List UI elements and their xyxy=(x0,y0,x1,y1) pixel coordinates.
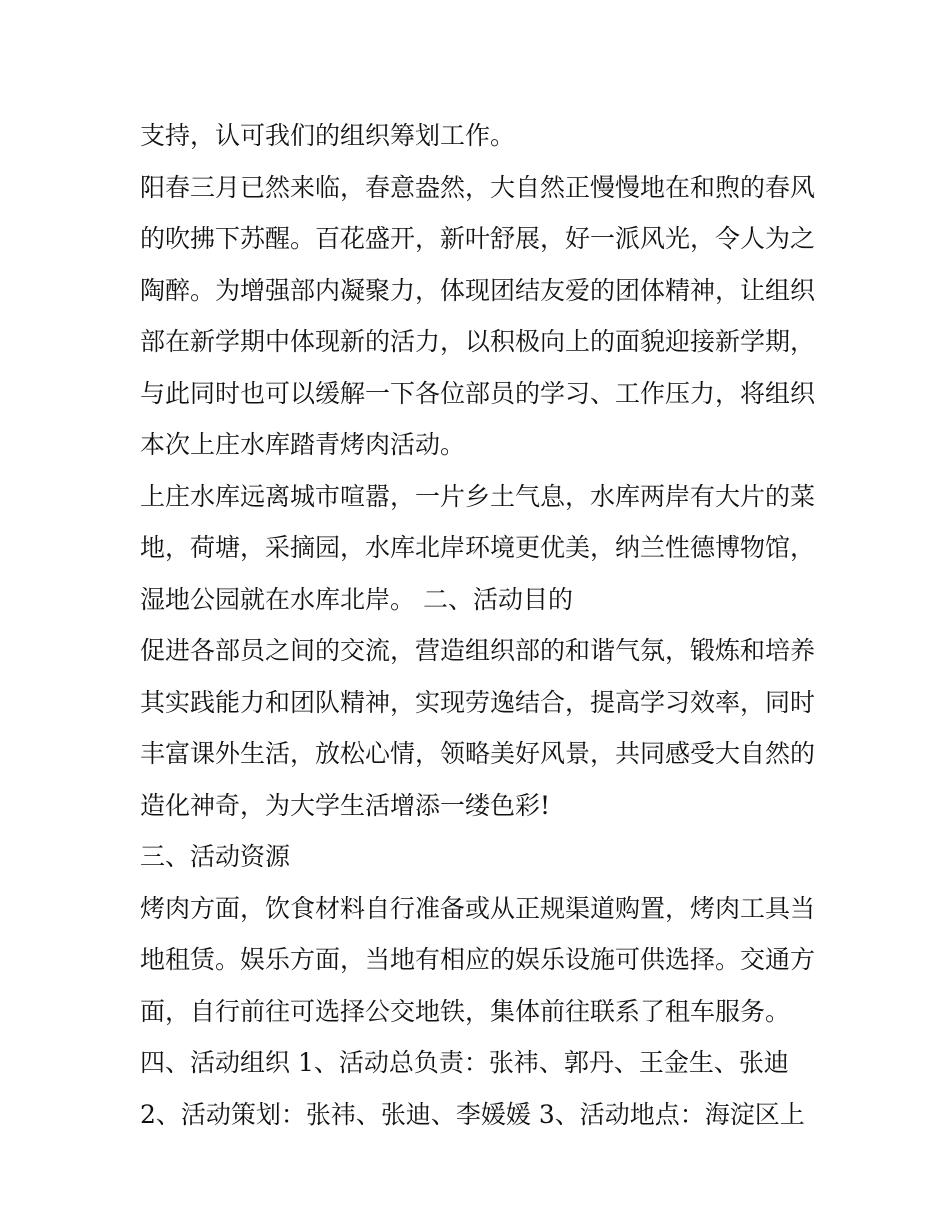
text-line: 阳春三月已然来临，春意盎然，大自然正慢慢地在和煦的春风 xyxy=(140,172,816,202)
text-line: 丰富课外生活，放松心情，领略美好风景，共同感受大自然的 xyxy=(140,739,816,768)
text-line: 本次上庄水库踏青烤肉活动。 xyxy=(140,430,466,459)
text-line: 促进各部员之间的交流，营造组织部的和谐气氛，锻炼和培养 xyxy=(140,636,816,665)
text-line: 地租赁。娱乐方面，当地有相应的娱乐设施可供选择。交通方 xyxy=(140,945,816,974)
text-line: 的吹拂下苏醒。百花盛开，新叶舒展，好一派风光，令人为之 xyxy=(140,224,816,253)
text-line: 其实践能力和团队精神，实现劳逸结合，提高学习效率，同时 xyxy=(140,687,816,717)
text-line: 地，荷塘，采摘园，水库北岸环境更优美，纳兰性德博物馆， xyxy=(140,533,816,562)
text-line: 面，自行前往可选择公交地铁，集体前往联系了租车服务。 xyxy=(140,996,791,1026)
section-heading: 三、活动资源 xyxy=(140,842,291,871)
text-line: 与此同时也可以缓解一下各位部员的学习、工作压力，将组织 xyxy=(140,378,816,408)
text-line: 部在新学期中体现新的活力，以积极向上的面貌迎接新学期， xyxy=(140,327,816,356)
text-line: 上庄水库远离城市喧嚣，一片乡土气息，水库两岸有大片的菜 xyxy=(140,481,816,511)
text-line: 支持，认可我们的组织筹划工作。 xyxy=(140,121,516,150)
text-line: 2、活动策划：张祎、张迪、李媛媛 3、活动地点：海淀区上 xyxy=(140,1099,805,1129)
text-line: 烤肉方面，饮食材料自行准备或从正规渠道购置，烤肉工具当 xyxy=(140,893,816,923)
text-line: 湿地公园就在水库北岸。 二、活动目的 xyxy=(140,584,573,614)
text-line: 四、活动组织 1、活动总负责：张祎、郭丹、王金生、张迪 xyxy=(140,1048,789,1077)
text-line: 陶醉。为增强部内凝聚力，体现团结友爱的团体精神，让组织 xyxy=(140,275,816,305)
text-line: 造化神奇，为大学生活增添一缕色彩! xyxy=(140,790,551,820)
document-body xyxy=(140,110,820,1140)
